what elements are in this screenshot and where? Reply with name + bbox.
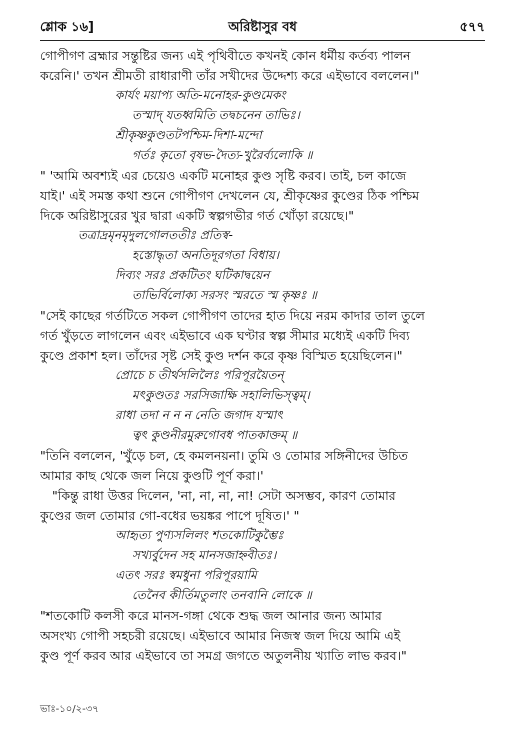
verse-line: তস্মাদ্ যতধ্বমিতি তদ্বচনেন তাভিঃ। <box>132 108 300 122</box>
verse-line: গর্তঃ কৃতো বৃষভ-দৈত্য-খুরৈর্ব্যলোকি ॥ <box>132 148 313 162</box>
text-line: যাই।' এই সমস্ত কথা শুনে গোপীগণ দেখলেন যে, শ্রীকৃষ্ণের কুণ্ডের ঠিক পশ্চিম <box>40 188 420 203</box>
text-line: অসংখ্য গোপী সহচরী রয়েছে। এইভাবে আমার নিজস্ব জল দিয়ে আমি এই <box>40 628 401 643</box>
verse-line: তাভির্বিলোক্য সরসং স্মরতে স্ম কৃষ্ণঃ ॥ <box>132 288 317 302</box>
verse-line: প্রোচে চ তীর্থসলিলৈঃ পরিপূরয়ৈতন্ <box>115 368 284 382</box>
text-line: " 'আমি অবশ্যই এর চেয়েও একটি মনোহর কুণ্ড সৃষ্টি করব। তাই, চল কাজে <box>40 168 407 183</box>
verse-reference: শ্লোক ১৬] <box>40 20 94 35</box>
text-line: আমার কাছ থেকে জল নিয়ে কুণ্ডটি পূর্ণ করা।' <box>40 468 264 483</box>
verse-line: শ্রীকৃষ্ণকুণ্ডতটপশ্চিম-দিশা-মন্দো <box>115 128 262 142</box>
page-number: ৫৭৭ <box>459 20 485 35</box>
verse-line: দিব্যং সরঃ প্রকটিতং ঘটিকাদ্বয়েন <box>115 268 270 282</box>
verse-line: সখ্যর্বুদেন সহ মানসজাহ্নবীতঃ। <box>132 548 277 562</box>
text-line: "সেই কাছের গর্তটিতে সকল গোপীগণ তাদের হাত দিয়ে নরম কাদার তাল তুলে <box>40 308 425 323</box>
text-line: করেনি।' তখন শ্রীমতী রাধারাণী তাঁর সখীদের উদ্দেশ্য করে এইভাবে বললেন।" <box>40 68 420 83</box>
verse-line: ত্বৎ কুণ্ডনীরমুরুগোবধ পাতকাক্তম্ ॥ <box>132 428 298 442</box>
verse-line: হস্তোদ্ধৃতা অনতিদূরগতা বিধায়। <box>132 248 280 262</box>
verse-line: মৎকুণ্ডতঃ সরসিজাক্ষি সহালিভিস্ত্বম্। <box>132 388 310 402</box>
text-line: গর্ত খুঁড়তে লাগলেন এবং এইভাবে এক ঘণ্টার স্বল্প সীমার মধ্যেই একটি দিব্য <box>40 328 410 343</box>
signature-mark: ভাঃ-১০/২-৩৭ <box>40 704 99 715</box>
verse-line: তত্রাদ্রমৃনমৃদুলগোলততীঃ প্রতিস্ব- <box>78 228 233 242</box>
text-line: "কিন্তু রাধা উত্তর দিলেন, 'না, না, না, না! সেটা অসম্ভব, কারণ তোমার <box>52 488 396 503</box>
text-line: কুণ্ডে প্রকাশ হল। তাঁদের সৃষ্ট সেই কুণ্ড দর্শন করে কৃষ্ণ বিস্মিত হয়েছিলেন।" <box>40 348 403 363</box>
chapter-title: অরিষ্টাসুর বধ <box>228 20 297 35</box>
text-line: "শতকোটি কলসী করে মানস-গঙ্গা থেকে শুদ্ধ জল আনার জন্য আমার <box>40 608 382 623</box>
verse-line: আহৃত্য পুণ্যসলিলং শতকোটিকুম্ভৈঃ <box>115 528 284 542</box>
text-line: দিকে অরিষ্টাসুরের খুর দ্বারা একটি স্বল্পগভীর গর্ত খোঁড়া রয়েছে।" <box>40 208 355 223</box>
text-line: কুণ্ড পূর্ণ করব আর এইভাবে তা সমগ্র জগতে অতুলনীয় খ্যাতি লাভ করব।" <box>40 648 407 663</box>
verse-line: কার্যং ময়াপ্য অতি-মনোহর-কুণ্ডমেকং <box>115 88 286 102</box>
header-rule <box>40 40 485 41</box>
text-line: "তিনি বললেন, 'খুঁড়ে চল, হে কমলনয়না। তুমি ও তোমার সঙ্গিনীদের উচিত <box>40 448 408 463</box>
page-header <box>40 18 485 40</box>
text-line: গোপীগণ ব্রহ্মার সন্তুষ্টির জন্য এই পৃথিবীতে কখনই কোন ধর্মীয় কর্তব্য পালন <box>40 48 411 63</box>
verse-line: রাধা তদা ন ন ন নেতি জগাদ যস্মাৎ <box>115 408 283 422</box>
verse-line: তেনৈব কীর্তিমতুলাং তনবানি লোকে ॥ <box>132 588 312 602</box>
text-line: কুণ্ডের জল তোমার গো-বধের ভয়ঙ্কর পাপে দূষিত।' " <box>40 508 300 523</box>
verse-line: এতৎ সরঃ স্বমধুনা পরিপূরয়ামি <box>115 568 257 582</box>
